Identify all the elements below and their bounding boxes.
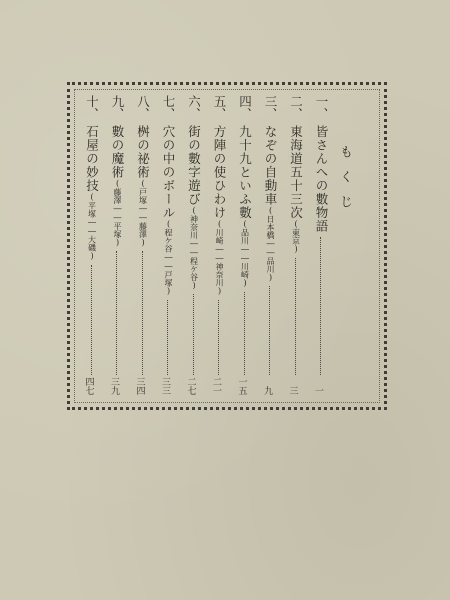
- toc-entry-title: [236, 125, 254, 288]
- toc-entry-title-text: 東海道五十三次: [288, 125, 304, 220]
- toc-entry-subtitle: (川崎――神奈川): [215, 219, 224, 296]
- toc-entry-number: 五、: [212, 95, 227, 120]
- toc-entry-title-text: 桝の祕術: [135, 125, 151, 179]
- toc-entry-number: 九、: [110, 95, 125, 120]
- toc-entry-subtitle: (品川――川崎): [240, 219, 250, 288]
- toc-leader-dots: [91, 265, 92, 375]
- toc-entry-title-text: 方陣の使ひわけ: [212, 125, 227, 220]
- toc-entry-subtitle: (東京): [291, 219, 301, 254]
- toc-entry-number: 一、: [314, 95, 329, 120]
- toc-entry-number: 三、: [263, 95, 278, 120]
- toc-entry-title: [83, 125, 101, 261]
- toc-entry-number: 六、: [186, 95, 202, 120]
- toc-entry-page-number: 三九: [109, 377, 119, 395]
- toc-entry: [312, 95, 330, 395]
- toc-leader-dots: [116, 251, 117, 375]
- toc-entry-subtitle: (日本橋――品川): [266, 206, 275, 282]
- toc-leader-dots: [167, 300, 168, 375]
- toc-entry-title: [287, 125, 305, 254]
- toc-leader-dots: [295, 258, 296, 375]
- toc-entry-title-text: 街の數字遊び: [186, 125, 202, 206]
- toc-entry-title-text: 數の魔術: [110, 125, 125, 179]
- toc-entry-subtitle: (戸塚――藤澤): [138, 179, 148, 247]
- toc-entry: [287, 95, 305, 395]
- toc-entry: [108, 95, 126, 395]
- toc-entry-page-number: 一: [313, 386, 323, 395]
- toc-entry-page-number: 三: [287, 386, 298, 395]
- toc-entry-title-text: なぞの自動車: [263, 125, 278, 206]
- toc-entry-number: 八、: [135, 95, 151, 120]
- toc-entry-title-text: 皆さんへの數物語: [314, 125, 329, 233]
- toc-leader-dots: [320, 237, 321, 375]
- toc-leader-dots: [244, 292, 245, 375]
- toc-entry-title: [210, 125, 228, 296]
- toc-heading: もくじ: [337, 145, 352, 220]
- toc-entry-title-text: 穴の中のボール: [161, 125, 176, 220]
- toc-entry-number: 十、: [84, 95, 100, 120]
- toc-entry-subtitle: (藤澤――平塚): [113, 179, 122, 247]
- toc-entry: [210, 95, 228, 395]
- toc-entry-page-number: 九: [262, 386, 272, 395]
- toc-entry-title: [159, 125, 177, 296]
- toc-entry-title-text: 石屋の妙技: [84, 125, 100, 193]
- toc-leader-dots: [142, 251, 143, 375]
- toc-entry-subtitle: (神奈川――程ケ谷): [189, 206, 199, 290]
- toc-entry-subtitle: (平塚――大磯): [87, 192, 97, 261]
- toc-entry-title: [185, 125, 203, 290]
- toc-entry: [185, 95, 203, 395]
- toc-entry-page-number: 四七: [83, 377, 94, 395]
- toc-entry-page-number: 二一: [211, 377, 221, 395]
- toc-entry-title: [261, 125, 279, 282]
- toc-entry-page-number: 三四: [134, 377, 145, 395]
- toc-entry-page-number: 三三: [160, 377, 170, 395]
- toc-entry: [261, 95, 279, 395]
- toc-entry-title-text: 九十九といふ數: [237, 125, 253, 220]
- toc-entry: [134, 95, 152, 395]
- toc-leader-dots: [193, 294, 194, 375]
- toc-entry-title: [312, 125, 330, 233]
- toc-entry: [159, 95, 177, 395]
- toc-entry: [83, 95, 101, 395]
- toc-entry-title: [108, 125, 126, 247]
- toc-entry-page-number: 一五: [236, 377, 247, 395]
- toc-entry-number: 四、: [237, 95, 253, 120]
- toc-entry-number: 七、: [161, 95, 176, 120]
- toc-leader-dots: [269, 286, 270, 375]
- toc-entry-number: 二、: [288, 95, 304, 120]
- toc-leader-dots: [218, 300, 219, 375]
- toc-entry-page-number: 二七: [185, 377, 196, 395]
- toc-entry-title: [134, 125, 152, 247]
- toc-entry: [236, 95, 254, 395]
- toc-entry-subtitle: (程ケ谷――戸塚): [164, 219, 173, 296]
